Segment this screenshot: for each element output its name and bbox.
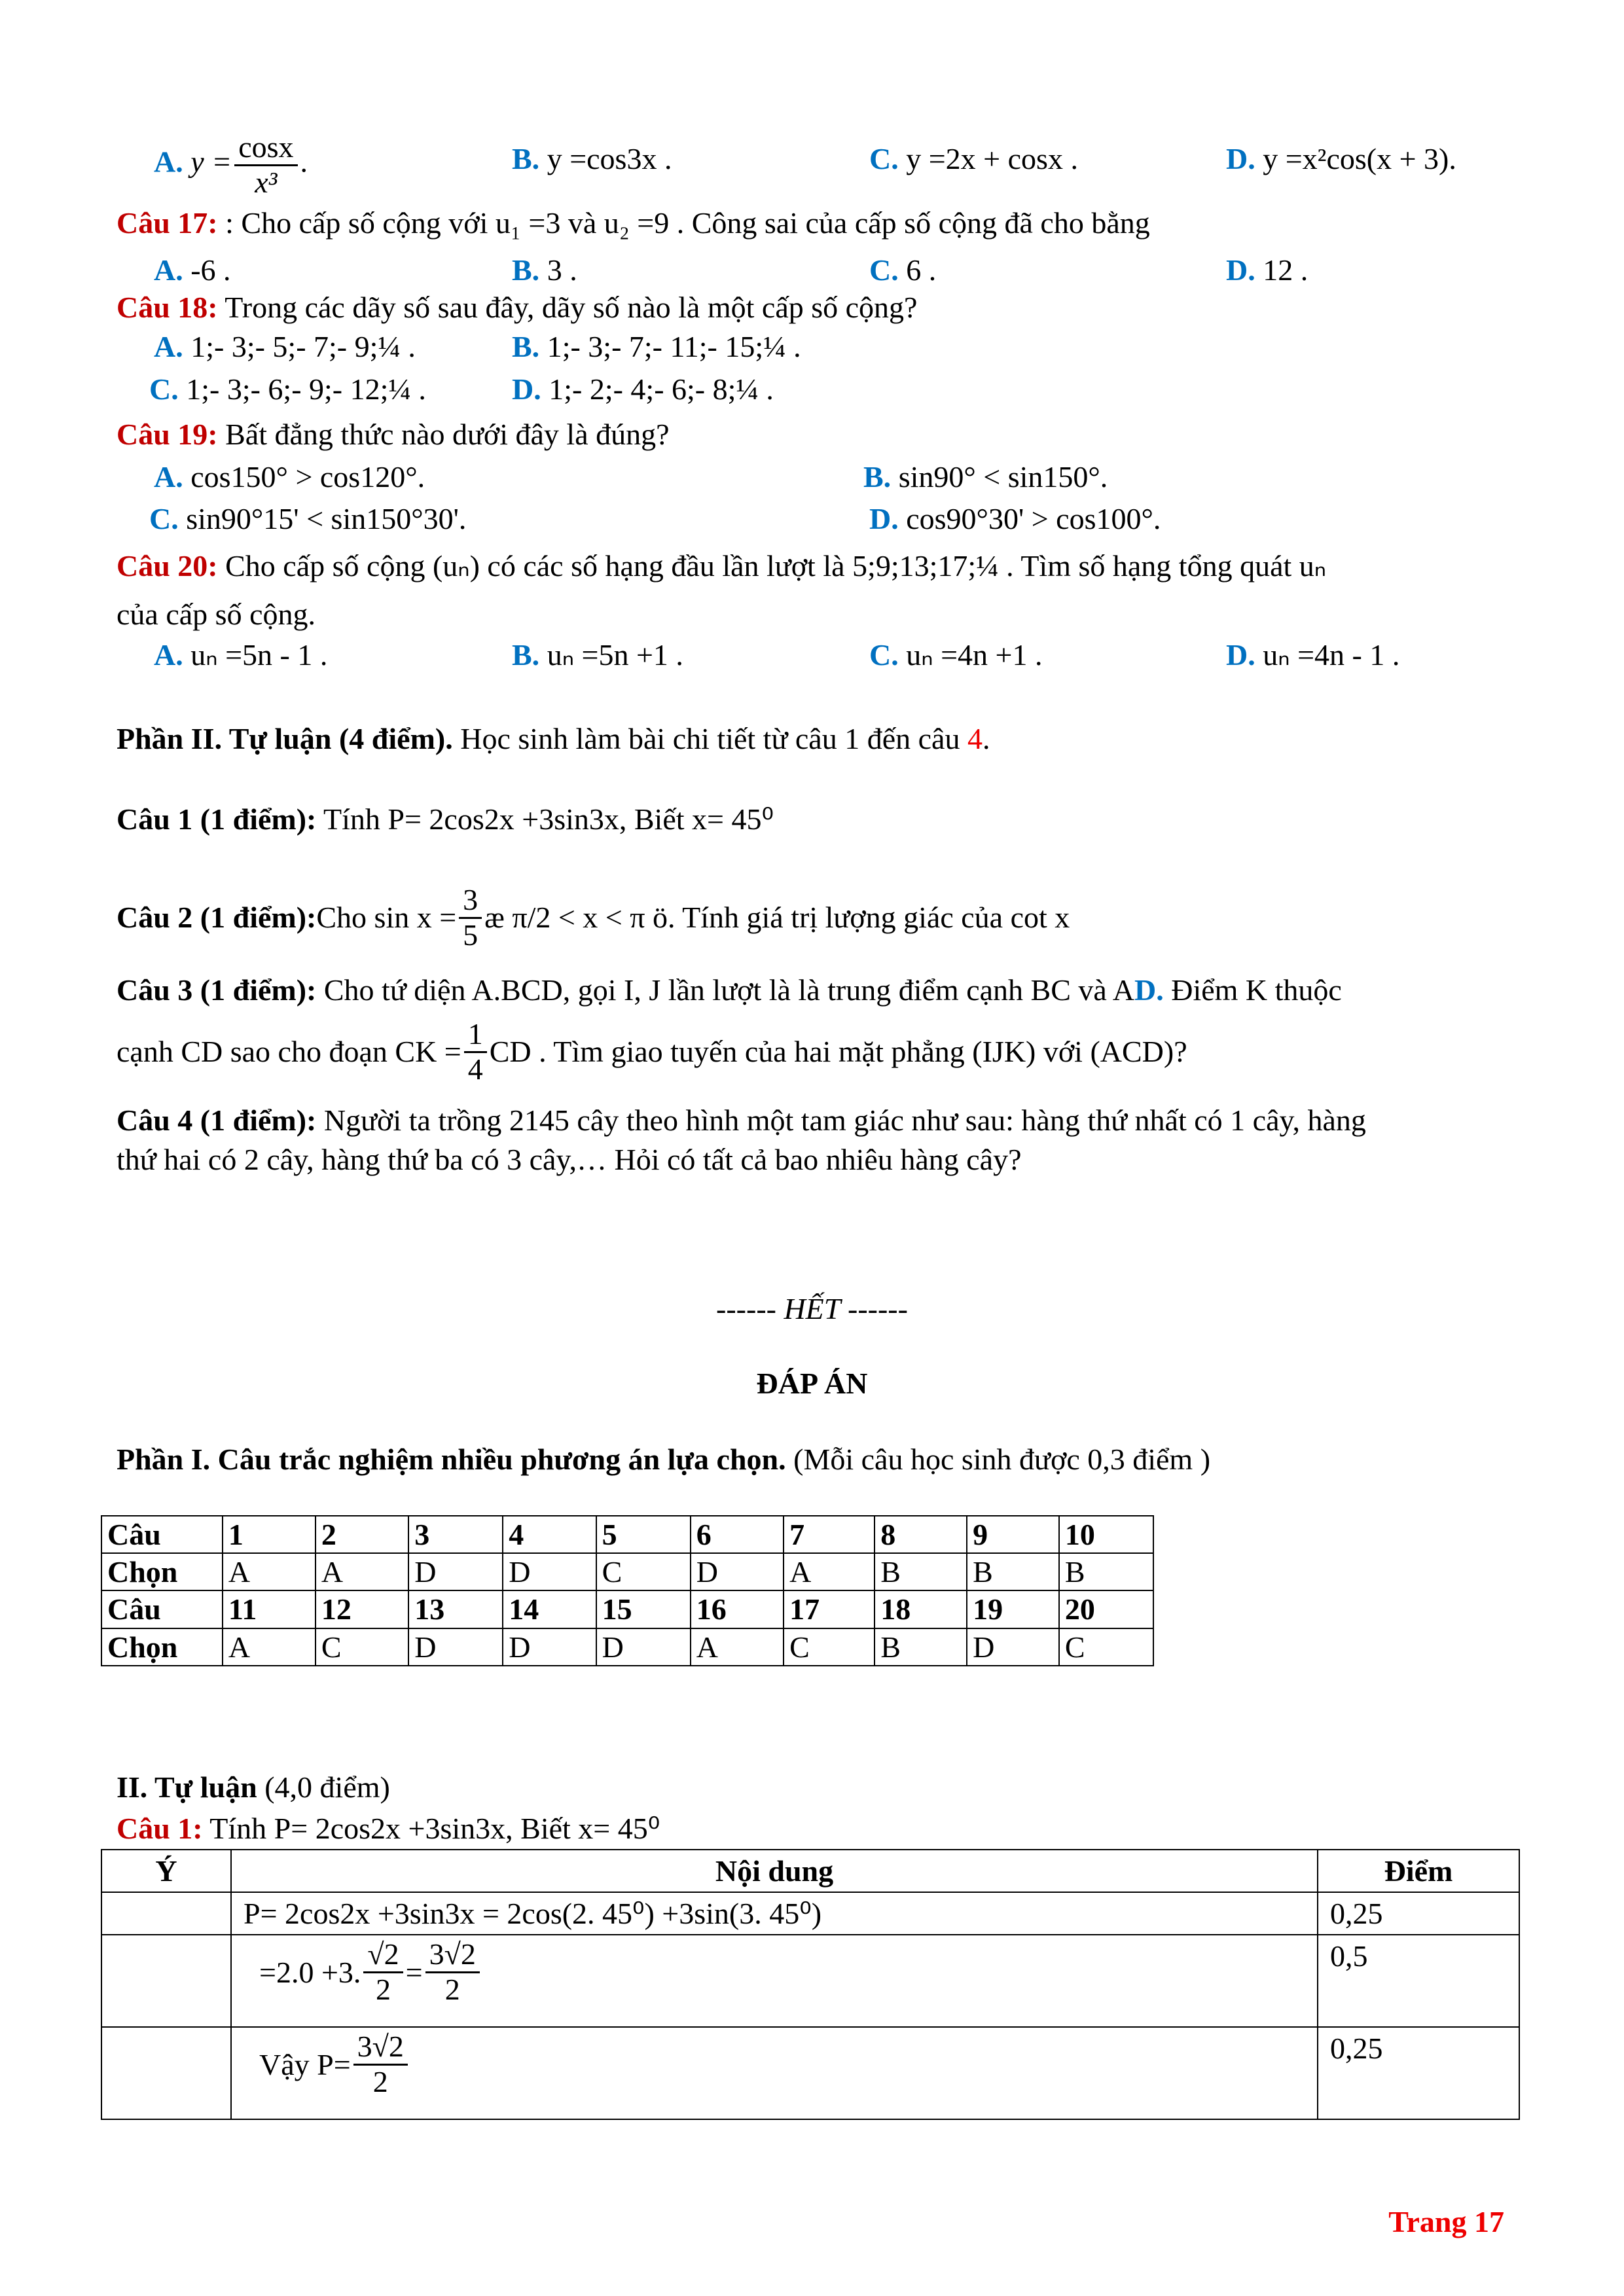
essay-4 [117, 1105, 1366, 1136]
option-text: 6 . [906, 253, 937, 287]
answer-cell: D [408, 1553, 503, 1590]
essay-3 [117, 975, 1342, 1005]
section-note: (4,0 điểm) [257, 1770, 390, 1804]
option-text: uₙ =4n - 1 . [1263, 638, 1400, 672]
content-cell [231, 1935, 1318, 2027]
option-text: sin90° < sin150°. [898, 460, 1108, 493]
answer-question-1 [117, 1814, 660, 1844]
score-cell: 0,25 [1318, 2027, 1519, 2119]
option-label: B. [512, 638, 540, 672]
answer-cell: 20 [1059, 1590, 1153, 1628]
fraction [464, 1018, 487, 1086]
option-text: uₙ =5n +1 . [547, 638, 683, 672]
fraction [234, 131, 297, 199]
numerator: 3 [459, 884, 482, 919]
highlight: D. [1134, 973, 1164, 1007]
denominator: x³ [255, 165, 278, 199]
option-text: y =2x + cosx . [906, 142, 1078, 175]
q20-option-a [154, 640, 327, 670]
table-header-row [101, 1850, 1519, 1892]
question-label: Câu 20: [117, 549, 218, 583]
option-label: D. [869, 502, 899, 535]
option-label: C. [869, 142, 899, 175]
q20-option-c [869, 640, 1042, 670]
answer-cell: 2 [316, 1516, 408, 1553]
answer-cell: A [316, 1553, 408, 1590]
question-text-continued: của cấp số cộng. [117, 598, 316, 631]
answer-cell: B [967, 1553, 1059, 1590]
table-row [101, 1892, 1519, 1935]
solution-table [101, 1849, 1520, 2120]
numerator: 3√2 [425, 1938, 480, 1973]
table-row [101, 1590, 1153, 1628]
numerator: cosx [234, 131, 297, 166]
option-label: A. [154, 638, 183, 672]
answer-cell: 1 [223, 1516, 316, 1553]
question-text: Tính P= 2cos2x +3sin3x, Biết x= 45⁰ [202, 1812, 660, 1845]
table-row [101, 2027, 1519, 2119]
option-text: uₙ =5n - 1 . [190, 638, 328, 672]
answer-cell: B [875, 1628, 967, 1666]
answer-cell: 9 [967, 1516, 1059, 1553]
answer-cell: 13 [408, 1590, 503, 1628]
q18-option-d [512, 374, 774, 404]
denominator: 2 [444, 1972, 460, 2006]
question-text: Điểm K thuộc [1163, 973, 1342, 1007]
answers-title: ĐÁP ÁN [756, 1367, 868, 1400]
content-text: =2.0 +3. [259, 1955, 361, 1989]
question-label: Câu 4 (1 điểm): [117, 1103, 317, 1137]
q20-option-d [1226, 640, 1399, 670]
option-label: A. [154, 145, 183, 179]
answer-cell: 16 [691, 1590, 784, 1628]
q16-option-c [869, 144, 1078, 174]
question-label: Câu 17: [117, 206, 218, 240]
answer-cell: C [784, 1628, 875, 1666]
row-header-cell: Chọn [101, 1553, 223, 1590]
option-label: C. [869, 253, 899, 287]
option-text: cos90°30' > cos100°. [906, 502, 1161, 535]
table-row [101, 1516, 1153, 1553]
section-text: Học sinh làm bài chi tiết từ câu 1 đến câu [452, 722, 967, 755]
answer-cell: A [691, 1628, 784, 1666]
content-cell [231, 2027, 1318, 2119]
answer-cell: 12 [316, 1590, 408, 1628]
q17-option-d [1226, 255, 1308, 285]
option-label: A. [154, 460, 183, 493]
option-text: 1;- 3;- 7;- 11;- 15;¼ . [547, 330, 801, 363]
question-text: Bất đẳng thức nào dưới đây là đúng? [225, 418, 670, 451]
question-label: Câu 18: [117, 291, 218, 324]
section-title: Phần I. Câu trắc nghiệm nhiều phương án lựa chọn. [117, 1443, 786, 1476]
q18-option-b [512, 332, 801, 362]
header-cell: Điểm [1318, 1850, 1519, 1892]
option-text: 1;- 2;- 4;- 6;- 8;¼ . [549, 372, 774, 406]
answer-cell: C [316, 1628, 408, 1666]
page-label: Trang [1388, 2205, 1467, 2238]
q18-option-c [149, 374, 426, 404]
question-18 [117, 293, 917, 323]
question-20 [117, 551, 1326, 581]
essay-2 [117, 884, 1070, 952]
answer-cell: D [967, 1628, 1059, 1666]
question-text: Cho cấp số cộng (uₙ) có các số hạng đầu lần lượt là 5;9;13;17;¼ . Tìm số hạng tổng quát uₙ [225, 549, 1327, 583]
option-text: . [300, 145, 308, 179]
option-text: 1;- 3;- 6;- 9;- 12;¼ . [186, 372, 426, 406]
answer-cell: 18 [875, 1590, 967, 1628]
option-label: C. [869, 638, 899, 672]
question-text: Cho sin x = [316, 901, 457, 935]
answer-cell: 10 [1059, 1516, 1153, 1553]
option-label: B. [512, 142, 540, 175]
answer-cell: C [1059, 1628, 1153, 1666]
question-text: Cho tứ diện A.BCD, gọi I, J lần lượt là là trung điểm cạnh BC và A [316, 973, 1134, 1007]
denominator: 5 [463, 918, 478, 952]
option-label: D. [1226, 638, 1255, 672]
question-text: . Tính giá trị lượng giác của cot x [667, 901, 1070, 935]
part2-heading [117, 724, 990, 754]
option-label: D. [1226, 142, 1255, 175]
question-label: Câu 1: [117, 1812, 203, 1845]
cell [101, 1892, 231, 1935]
row-header-cell: Chọn [101, 1628, 223, 1666]
q17-option-c [869, 255, 936, 285]
option-label: C. [149, 502, 179, 535]
option-label: C. [149, 372, 179, 406]
answer-cell: 15 [596, 1590, 691, 1628]
score-cell: 0,5 [1318, 1935, 1519, 2027]
header-cell: Nội dung [231, 1850, 1318, 1892]
content-cell: P= 2cos2x +3sin3x = 2cos(2. 45⁰) +3sin(3. 45⁰) [231, 1892, 1318, 1935]
option-label: D. [1226, 253, 1255, 287]
answer-cell: B [1059, 1553, 1153, 1590]
answer-key-table [101, 1515, 1154, 1666]
question-text: Trong các dãy số sau đây, dãy số nào là một cấp số cộng? [225, 291, 918, 324]
fraction [353, 2030, 408, 2098]
answer-cell: 5 [596, 1516, 691, 1553]
answer-cell: 7 [784, 1516, 875, 1553]
q16-option-a [154, 131, 308, 199]
option-label: B. [512, 253, 540, 287]
q16-option-d [1226, 144, 1456, 174]
interval: æ π/2 < x < π ö [484, 901, 668, 935]
answer-cell: A [223, 1628, 316, 1666]
answer-cell: A [223, 1553, 316, 1590]
q17-option-b [512, 255, 577, 285]
section-title: II. Tự luận [117, 1770, 257, 1804]
content-text: = [405, 1955, 423, 1989]
option-label: D. [512, 372, 541, 406]
option-text: y =x²cos(x + 3). [1263, 142, 1456, 175]
option-text: sin90°15' < sin150°30'. [186, 502, 467, 535]
denominator: 2 [376, 1972, 391, 2006]
option-label: B. [863, 460, 892, 493]
answer-cell: 6 [691, 1516, 784, 1553]
numerator: 3√2 [353, 2030, 408, 2066]
part1-answers-heading [117, 1444, 1210, 1475]
denominator: 4 [467, 1052, 483, 1086]
numerator: √2 [363, 1938, 403, 1973]
question-text: cạnh CD sao cho đoạn CK = [117, 1035, 461, 1069]
answer-cell: 11 [223, 1590, 316, 1628]
answer-cell: 17 [784, 1590, 875, 1628]
q19-option-b [863, 462, 1108, 492]
answer-cell: 4 [503, 1516, 596, 1553]
question-text-continued: thứ hai có 2 cây, hàng thứ ba có 3 cây,… Hỏi có tất cả bao nhiêu hàng cây? [117, 1143, 1022, 1176]
answer-cell: A [784, 1553, 875, 1590]
question-text: Tính P= 2cos2x +3sin3x, Biết x= 45⁰ [316, 802, 774, 836]
answer-cell: B [875, 1553, 967, 1590]
table-row [101, 1553, 1153, 1590]
fraction [459, 884, 482, 952]
answer-cell: D [408, 1628, 503, 1666]
option-text: 1;- 3;- 5;- 7;- 9;¼ . [190, 330, 416, 363]
answer-cell: D [691, 1553, 784, 1590]
q16-option-b [512, 144, 672, 174]
option-text: cos150° > cos120°. [190, 460, 425, 493]
answer-cell: D [596, 1628, 691, 1666]
fraction [425, 1938, 480, 2006]
option-label: A. [154, 253, 183, 287]
question-label: Câu 1 (1 điểm): [117, 802, 317, 836]
option-text: -6 . [190, 253, 231, 287]
section-number: 4 [967, 722, 983, 755]
numerator: 1 [464, 1018, 487, 1053]
answer-cell: 19 [967, 1590, 1059, 1628]
answer-cell: C [596, 1553, 691, 1590]
q19-option-d [869, 504, 1161, 534]
essay-1 [117, 804, 774, 834]
row-header-cell: Câu [101, 1516, 223, 1553]
option-text: uₙ =4n +1 . [906, 638, 1043, 672]
q20-option-b [512, 640, 683, 670]
page-footer [1388, 2207, 1504, 2237]
page-number: 17 [1474, 2205, 1504, 2238]
cell [101, 2027, 231, 2119]
question-label: Câu 2 (1 điểm): [117, 901, 317, 935]
answer-cell: D [503, 1628, 596, 1666]
denominator: 2 [372, 2064, 388, 2098]
question-text: CD . Tìm giao tuyến của hai mặt phẳng (IJK) với (ACD)? [489, 1035, 1187, 1069]
end-mark: ------ HẾT ------ [716, 1292, 908, 1325]
cell [101, 1935, 231, 2027]
header-cell: Ý [101, 1850, 231, 1892]
question-17 [117, 208, 1150, 238]
question-label: Câu 3 (1 điểm): [117, 973, 317, 1007]
table-row [101, 1935, 1519, 2027]
answer-cell: D [503, 1553, 596, 1590]
q19-option-a [154, 462, 425, 492]
answer-cell: 14 [503, 1590, 596, 1628]
question-text: Người ta trồng 2145 cây theo hình một tam giác như sau: hàng thứ nhất có 1 cây, hàng [316, 1103, 1366, 1137]
answer-cell: 3 [408, 1516, 503, 1553]
question-label: Câu 19: [117, 418, 218, 451]
q17-option-a [154, 255, 231, 285]
section-title: Phần II. Tự luận (4 điểm). [117, 722, 453, 755]
section-note: (Mỗi câu học sinh được 0,3 điểm ) [785, 1443, 1211, 1476]
question-text: : Cho cấp số cộng với u₁ =3 và u₂ =9 . Công sai của cấp số cộng đã cho bằng [225, 206, 1150, 240]
fraction [363, 1938, 403, 2006]
punctuation: . [982, 722, 990, 755]
score-cell: 0,25 [1318, 1892, 1519, 1935]
row-header-cell: Câu [101, 1590, 223, 1628]
question-19 [117, 420, 670, 450]
part2-answers-heading [117, 1772, 390, 1803]
content-text: Vậy P= [259, 2047, 351, 2081]
q19-option-c [149, 504, 466, 534]
q18-option-a [154, 332, 416, 362]
option-label: A. [154, 330, 183, 363]
option-text: y = [190, 145, 232, 179]
option-label: B. [512, 330, 540, 363]
option-text: y =cos3x . [547, 142, 672, 175]
option-text: 12 . [1263, 253, 1308, 287]
essay-3-line2 [117, 1018, 1187, 1086]
table-row [101, 1628, 1153, 1666]
answer-cell: 8 [875, 1516, 967, 1553]
option-text: 3 . [547, 253, 577, 287]
